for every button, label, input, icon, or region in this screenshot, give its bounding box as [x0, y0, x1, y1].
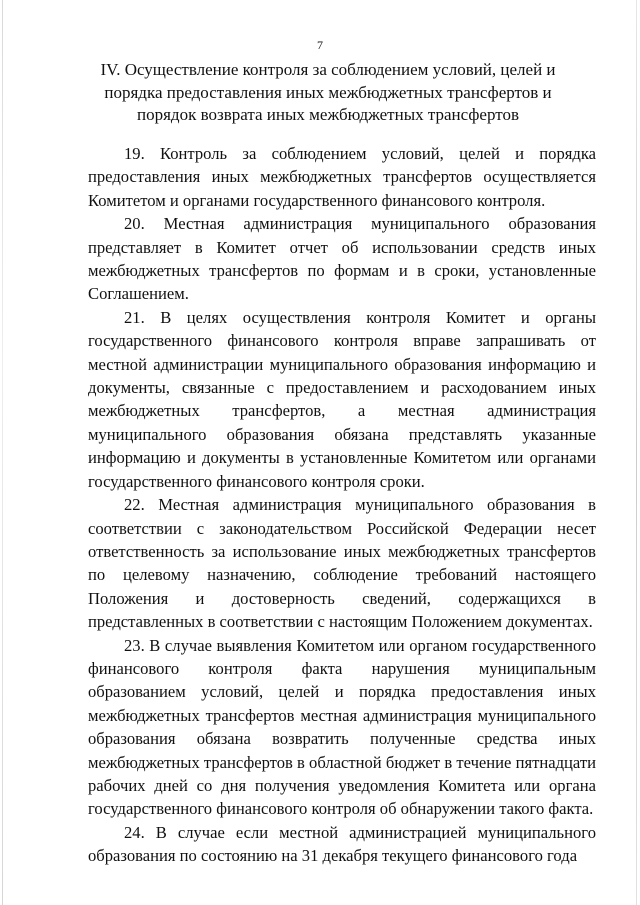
- paragraph-19: 19. Контроль за соблюдением условий, целей и порядка предоставления иных межбюджетных трансфертов осуществляется Комитетом и органами государственного финансового контроля.: [88, 144, 596, 210]
- body-text: [88, 142, 596, 868]
- paragraph-22: 22. Местная администрация муниципального образования в соответствии с законодательством Российской Федерации несет ответственность за использование иных межбюджетных трансфертов по целевому назначению, соблюдение требований настоящего Положения и достоверность сведений, содержащихся в представленных в соответствии с настоящим Положением документах.: [88, 495, 596, 632]
- paragraph-20: 20. Местная администрация муниципального образования представляет в Комитет отчет об использовании средств иных межбюджетных трансфертов по формам и в сроки, установленные Соглашением.: [88, 214, 596, 304]
- paragraph-21: 21. В целях осуществления контроля Комитет и органы государственного финансового контроля вправе запрашивать от местной администрации муниципального образования информацию и документы, связанные с предоставлением и расходованием иных межбюджетных трансфертов, а местная администрация муниципального образования обязана представлять указанные информацию и документы в установленные Комитетом или органами государственного финансового контроля сроки.: [88, 307, 596, 491]
- section-title: IV. Осуществление контроля за соблюдением условий, целей и порядка предоставления иных межбюджетных трансфертов и порядок возврата иных межбюджетных трансфертов: [100, 60, 556, 124]
- page-number: 7: [317, 38, 323, 52]
- scan-left-edge: [2, 0, 3, 905]
- scan-right-edge: [636, 0, 637, 905]
- paragraph-23: 23. В случае выявления Комитетом или органом государственного финансового контроля факта нарушения муниципальным образованием условий, целей и порядка предоставления иных межбюджетных трансфертов местная администрация муниципального образования обязана возвратить полученные средства иных межбюджетных трансфертов в областной бюджет в течение пятнадцати рабочих дней со дня получения уведомления Комитета или органа государственного финансового контроля об обнаружении такого факта.: [88, 635, 596, 819]
- paragraph-24: 24. В случае если местной администрацией муниципального образования по состоянию на 31 декабря текущего финансового года: [88, 822, 596, 866]
